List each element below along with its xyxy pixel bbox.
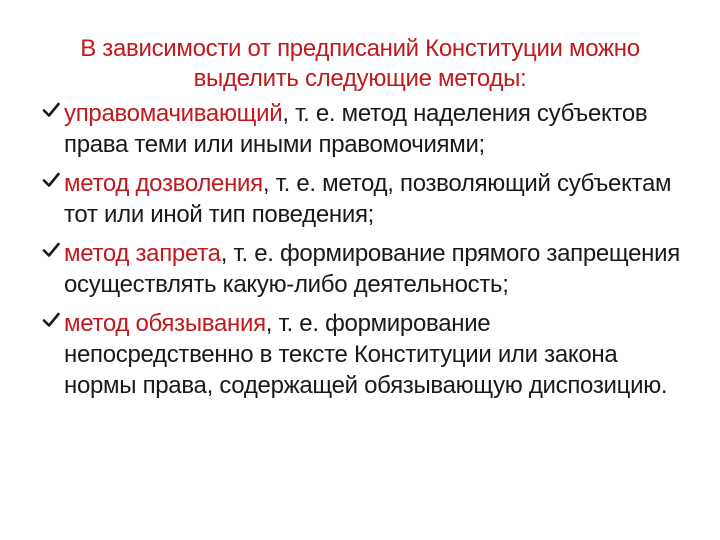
method-term: метод дозволения: [64, 170, 263, 197]
list-item: [42, 168, 682, 230]
method-description: , т. е. метод наделения субъектов права теми или иными правомочиями;: [64, 100, 648, 158]
check-mark-icon: [42, 312, 60, 328]
method-term: метод обязывания: [64, 310, 266, 337]
method-description: , т. е. формирование прямого запрещения осуществлять какую-либо деятельность;: [64, 240, 680, 298]
list-item: [42, 98, 682, 160]
list-item: [42, 238, 682, 300]
method-description: , т. е. формирование непосредственно в тексте Конституции или закона нормы права, содержащей обязывающую диспозицию.: [64, 310, 668, 399]
list-item: [42, 308, 682, 401]
title-line-1: В зависимости от предписаний Конституции можно: [80, 35, 640, 62]
method-description: , т. е. метод, позволяющий субъектам тот или иной тип поведения;: [64, 170, 672, 228]
methods-list: [42, 98, 682, 409]
check-mark-icon: [42, 172, 60, 188]
check-mark-icon: [42, 242, 60, 258]
method-term: метод запрета: [64, 240, 221, 267]
slide-title: [40, 34, 680, 94]
method-term: управомачивающий: [64, 100, 283, 127]
check-mark-icon: [42, 102, 60, 118]
title-line-2: выделить следующие методы:: [193, 65, 527, 92]
